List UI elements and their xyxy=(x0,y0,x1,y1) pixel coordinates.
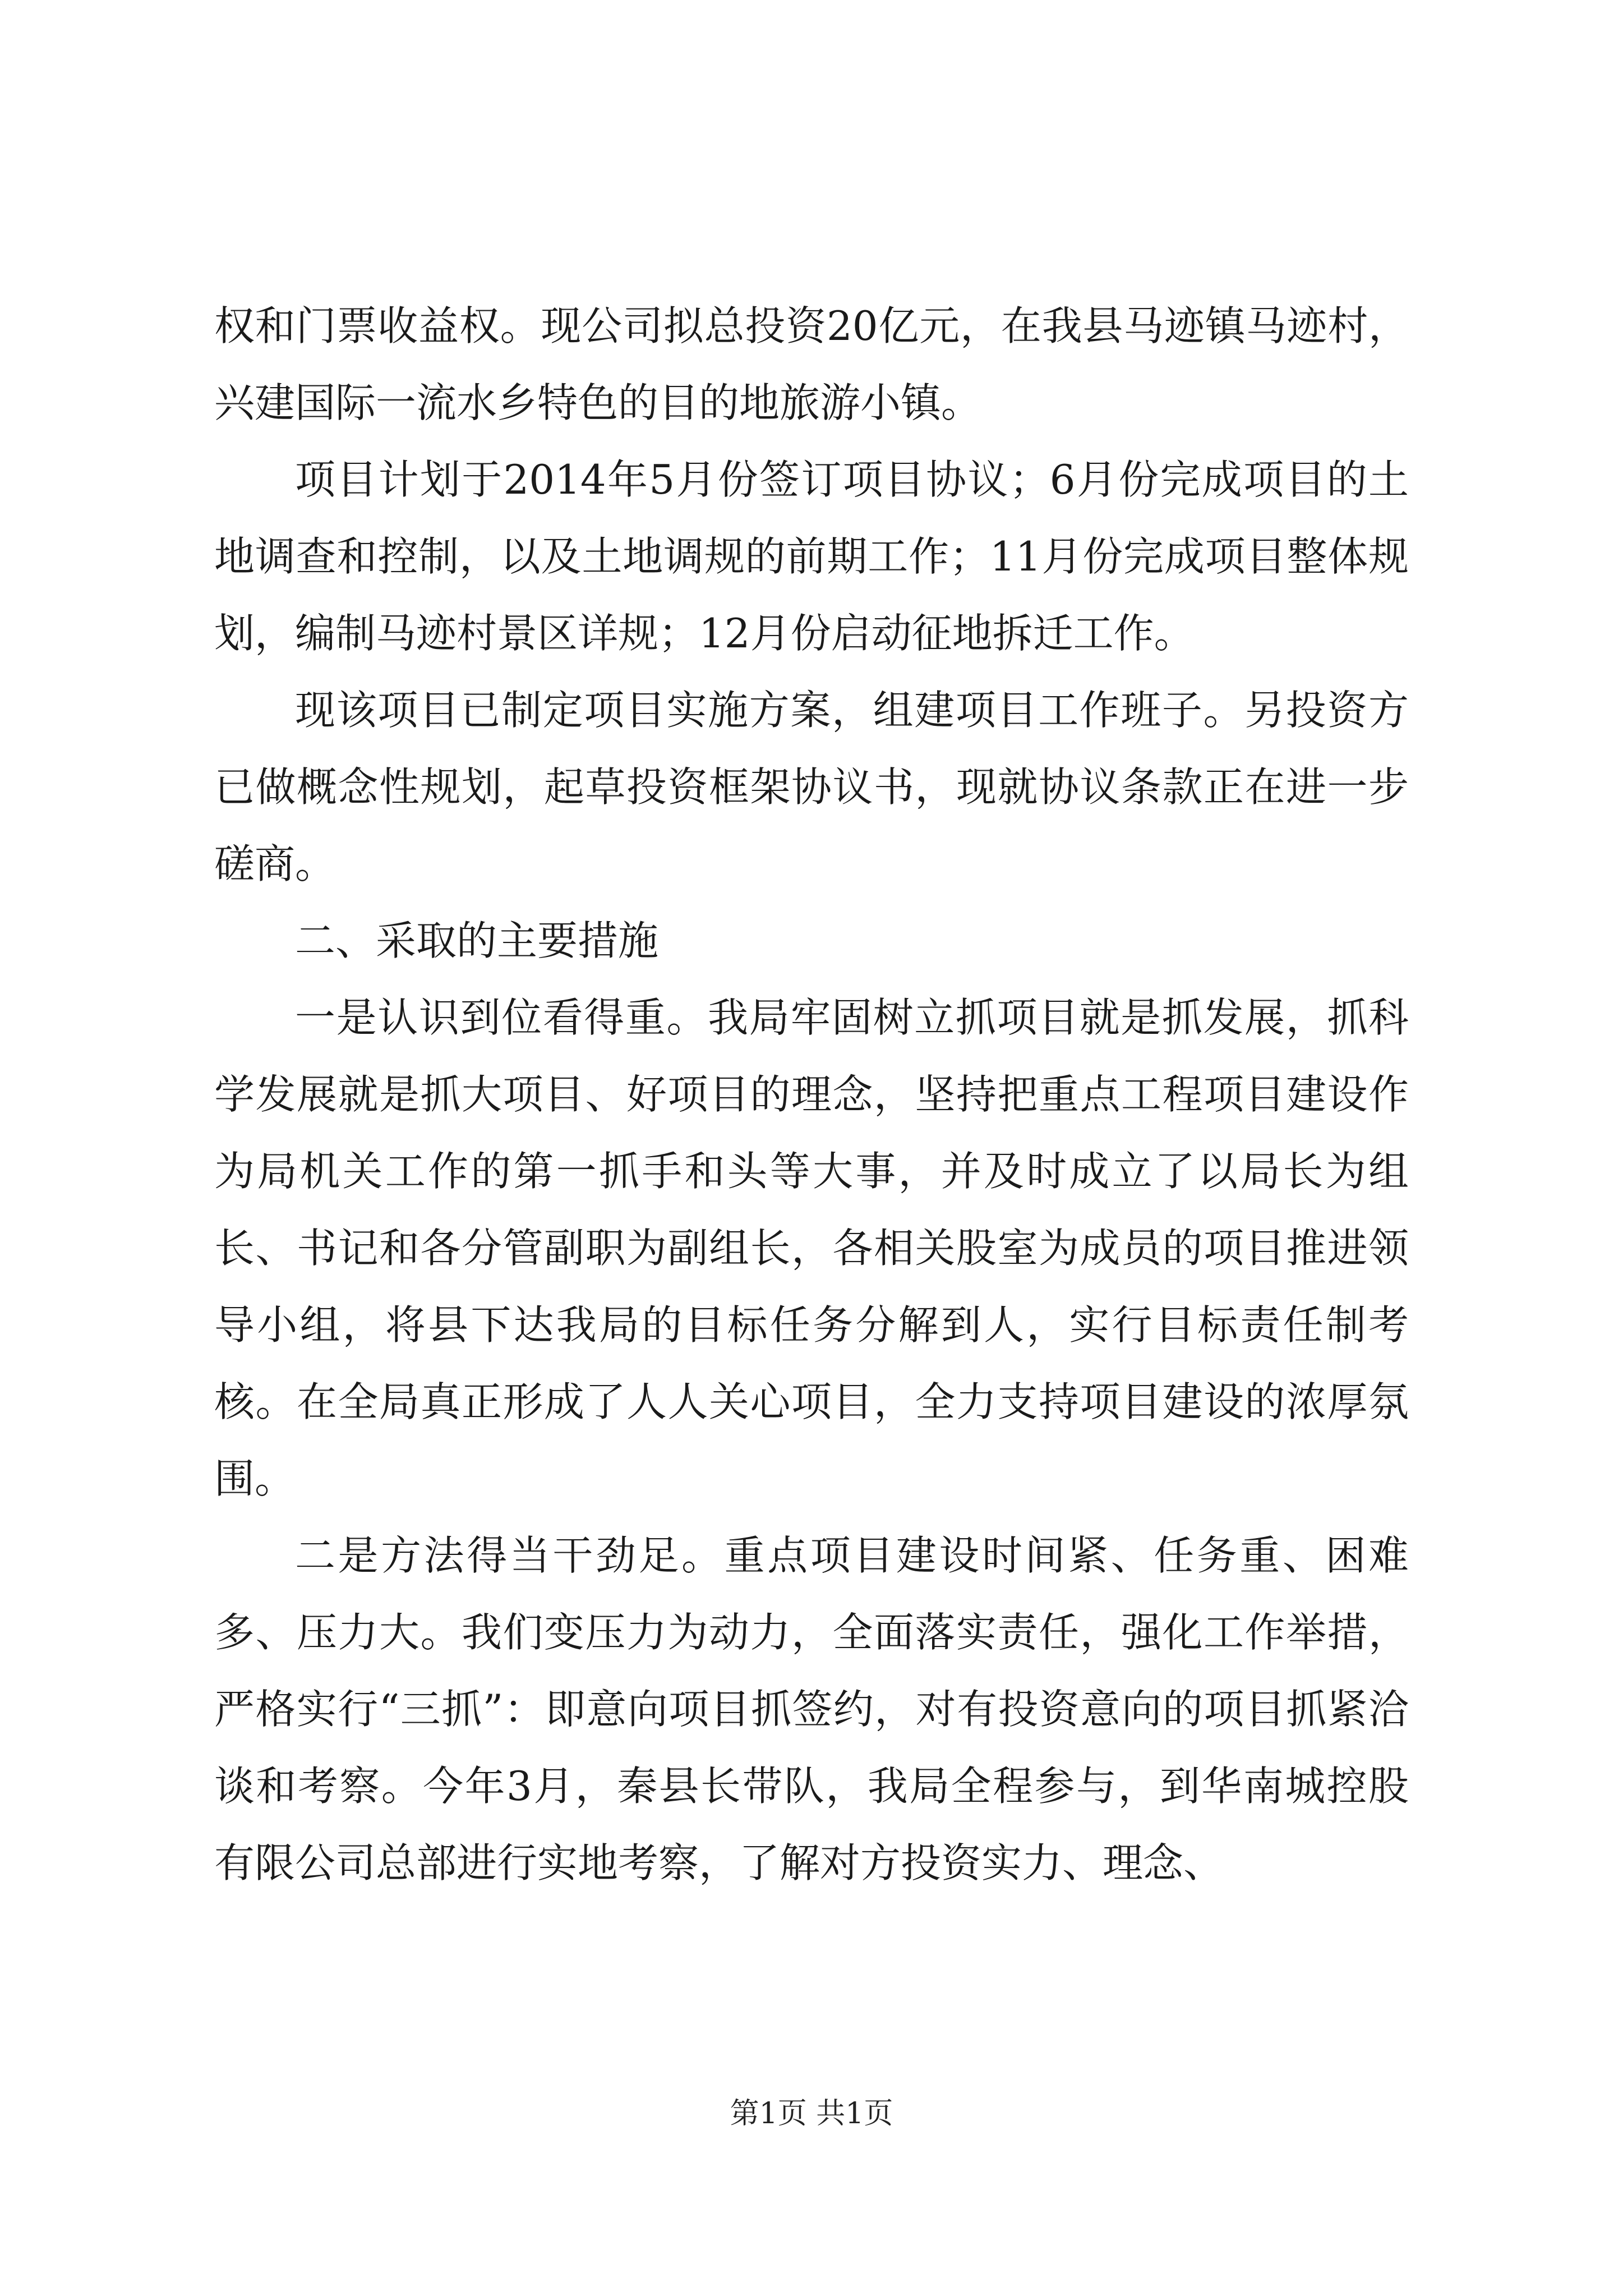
paragraph-2: 项目计划于2014年5月份签订项目协议；6月份完成项目的土地调查和控制，以及土地调规的前期工作；11月份完成项目整体规划，编制马迹村景区详规；12月份启动征地拆迁工作。 xyxy=(214,456,1409,657)
section-heading: 二、采取的主要措施 xyxy=(295,917,659,964)
paragraph-5: 二是方法得当干劲足。重点项目建设时间紧、任务重、困难多、压力大。我们变压力为动力，全面落实责任，强化工作举措，严格实行“三抓”：即意向项目抓签约，对有投资意向的项目抓紧洽谈和考察。今年3月，秦县长带队，我局全程参与，到华南城控股有限公司总部进行实地考察，了解对方投资实力、理念、 xyxy=(214,1532,1409,1887)
paragraph-4: 一是认识到位看得重。我局牢固树立抓项目就是抓发展，抓科学发展就是抓大项目、好项目的理念，坚持把重点工程项目建设作为局机关工作的第一抓手和头等大事，并及时成立了以局长为组长、书记和各分管副职为副组长，各相关股室为成员的项目推进领导小组，将县下达我局的目标任务分解到人，实行目标责任制考核。在全局真正形成了人人关心项目，全力支持项目建设的浓厚氛围。 xyxy=(214,994,1409,1502)
document-body xyxy=(214,288,1409,1902)
page-footer: 第1页 共1页 xyxy=(730,2097,893,2131)
paragraph-3: 现该项目已制定项目实施方案，组建项目工作班子。另投资方已做概念性规划，起草投资框架协议书，现就协议条款正在进一步磋商。 xyxy=(214,687,1409,887)
paragraph-1: 权和门票收益权。现公司拟总投资20亿元，在我县马迹镇马迹村，兴建国际一流水乡特色的目的地旅游小镇。 xyxy=(214,302,1409,426)
